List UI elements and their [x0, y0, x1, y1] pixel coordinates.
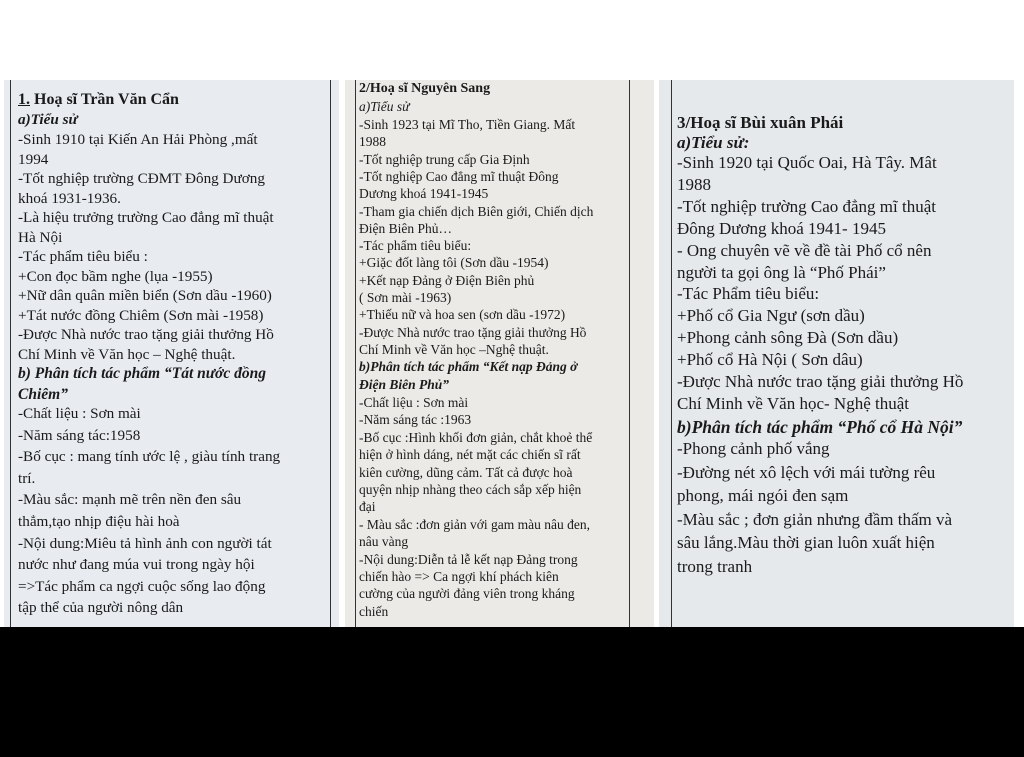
bio-heading: a)Tiểu sử: [18, 111, 78, 128]
text-line: -Sinh 1920 tại Quốc Oai, Hà Tây. Mât: [677, 153, 937, 172]
text-line: +Con đọc bầm nghe (lụa -1955): [18, 267, 213, 285]
text-line: +Phố cổ Gia Ngư (sơn dầu): [677, 306, 865, 326]
text-line: -Tham gia chiến dịch Biên giới, Chiến dịch: [359, 203, 594, 219]
panel-nguyen-sang: [345, 80, 654, 627]
text-line: quyện nhịp nhàng theo cách sắp xếp hiện: [359, 482, 582, 497]
text-line: đại: [359, 499, 376, 515]
text-line: -Đường nét xô lệch với mái tường rêu: [677, 462, 936, 482]
text-line: -Tốt nghiệp trường Cao đẳng mĩ thuật: [677, 196, 936, 216]
text-line: cường của người đảng viên trong kháng: [359, 586, 575, 602]
text-line: Điện Biên Phủ…: [359, 220, 452, 236]
text-line: -Nội dung:Miêu tả hình ảnh con người tát: [18, 534, 272, 552]
text-line: -Bố cục : mang tính ước lệ , giàu tính trang: [18, 448, 281, 466]
text-line: -Được Nhà nước trao tặng giải thưởng Hồ: [359, 324, 587, 340]
text-line: phong, mái ngói đen sạm: [677, 486, 849, 505]
artist-heading: 3/Hoạ sĩ Bùi xuân Phái: [677, 113, 844, 132]
text-line: khoá 1931-1936.: [18, 189, 121, 207]
text-line: nước như đang múa vui trong ngày hội: [18, 556, 255, 574]
artist-heading: 1. Hoạ sĩ Trần Văn Cẩn: [18, 91, 179, 108]
text-line: chiến hào => Ca ngợi khí phách kiên: [359, 569, 559, 584]
analysis-heading-line1: b) Phân tích tác phẩm “Tát nước đồng: [18, 365, 266, 382]
artist-heading: 2/Hoạ sĩ Nguyên Sang: [359, 81, 491, 96]
text-line: -Được Nhà nước trao tặng giải thưởng Hồ: [18, 326, 274, 343]
text-line: -Tác phẩm tiêu biểu :: [18, 248, 148, 265]
text-line: =>Tác phẩm ca ngợi cuộc sống lao động: [18, 577, 266, 595]
text-line: -Năm sáng tác :1963: [359, 412, 472, 428]
text-line: Đông Dương khoá 1941- 1945: [677, 218, 886, 238]
text-line: -Phong cảnh phố vắng: [677, 439, 830, 458]
text-line: Chí Minh về Văn học –Nghệ thuật.: [359, 341, 549, 357]
text-line: Chí Minh về Văn học – Nghệ thuật.: [18, 345, 236, 363]
analysis-heading-line2: Điện Biên Phủ”: [359, 377, 450, 392]
text-line: 1988: [677, 174, 711, 194]
text-line: -Sinh 1910 tại Kiến An Hải Phòng ,mất: [18, 131, 258, 148]
text-line: người ta gọi ông là “Phố Phái”: [677, 262, 886, 282]
text-line: -Chất liệu : Sơn mài: [359, 395, 469, 410]
text-line: +Tát nước đồng Chiêm (Sơn mài -1958): [18, 306, 264, 324]
text-line: sâu lắng.Màu thời gian luôn xuất hiện: [677, 533, 935, 552]
text-line: -Màu sắc: mạnh mẽ trên nền đen sâu: [18, 491, 242, 509]
text-line: +Nữ dân quân miền biển (Sơn dầu -1960): [18, 287, 272, 304]
text-line: kiên cường, dũng cảm. Tất cả được hoà: [359, 464, 573, 480]
text-line: -Tốt nghiệp Cao đẳng mĩ thuật Đông: [359, 168, 559, 184]
bio-heading: a)Tiểu sử:: [677, 133, 750, 152]
text-line: -Được Nhà nước trao tặng giải thưởng Hồ: [677, 372, 964, 391]
text-line: Hà Nội: [18, 228, 63, 246]
text-line: -Tác phẩm tiêu biểu:: [359, 238, 472, 254]
panel-bui-xuan-phai: [659, 80, 1014, 627]
text-line: trong tranh: [677, 556, 753, 576]
text-line: -Tác Phẩm tiêu biểu:: [677, 284, 820, 304]
text-line: -Màu sắc ; đơn giản nhưng đầm thấm và: [677, 509, 953, 529]
text-line: - Ong chuyên vẽ về đề tài Phố cổ nên: [677, 240, 932, 260]
text-line: +Phố cổ Hà Nội ( Sơn dâu): [677, 350, 863, 370]
text-line: ( Sơn mài -1963): [359, 290, 452, 305]
text-line: -Chất liệu : Sơn mài: [18, 405, 141, 422]
panel-tran-van-can: [4, 80, 339, 627]
text-line: 1988: [359, 134, 386, 150]
text-line: Chí Minh về Văn học- Nghệ thuật: [677, 393, 909, 413]
text-line: tập thể của người nông dân: [18, 599, 184, 617]
text-line: trí.: [18, 469, 36, 487]
text-line: -Năm sáng tác:1958: [18, 426, 141, 444]
analysis-heading-line1: b)Phân tích tác phẩm “Kết nạp Đảng ở: [359, 359, 578, 374]
bottom-black-bar: [0, 627, 1024, 757]
text-line: -Tốt nghiệp trung cấp Gia Định: [359, 151, 530, 167]
text-line: +Phong cảnh sông Đà (Sơn dầu): [677, 328, 899, 348]
text-line: -Bố cục :Hình khối đơn giản, chắt khoẻ thể: [359, 429, 593, 445]
analysis-heading: b)Phân tích tác phẩm “Phố cổ Hà Nội”: [677, 417, 963, 437]
bio-heading: a)Tiểu sử: [359, 99, 410, 114]
text-line: +Thiếu nữ và hoa sen (sơn dầu -1972): [359, 307, 566, 323]
text-line: chiến: [359, 603, 389, 619]
text-line: -Là hiệu trưởng trường Cao đẳng mĩ thuật: [18, 209, 274, 226]
text-line: -Nội dung:Diễn tả lễ kết nạp Đảng trong: [359, 551, 578, 567]
text-line: - Màu sắc :đơn giản với gam màu nâu đen,: [359, 516, 590, 532]
analysis-heading-line2: Chiêm”: [18, 386, 68, 403]
text-line: -Sinh 1923 tại Mĩ Tho, Tiền Giang. Mất: [359, 117, 576, 132]
text-line: 1994: [18, 150, 49, 168]
text-line: +Giặc đốt làng tôi (Sơn dầu -1954): [359, 255, 549, 271]
text-line: -Tốt nghiệp trường CĐMT Đông Dương: [18, 170, 265, 187]
text-line: nâu vàng: [359, 534, 409, 550]
text-line: hiện ở hình dáng, nét mặt các chiến sĩ rất: [359, 447, 581, 463]
text-line: thẳm,tạo nhịp điệu hài hoà: [18, 513, 180, 530]
text-line: Dương khoá 1941-1945: [359, 186, 489, 202]
text-line: +Kết nạp Đảng ở Điện Biên phủ: [359, 272, 535, 288]
